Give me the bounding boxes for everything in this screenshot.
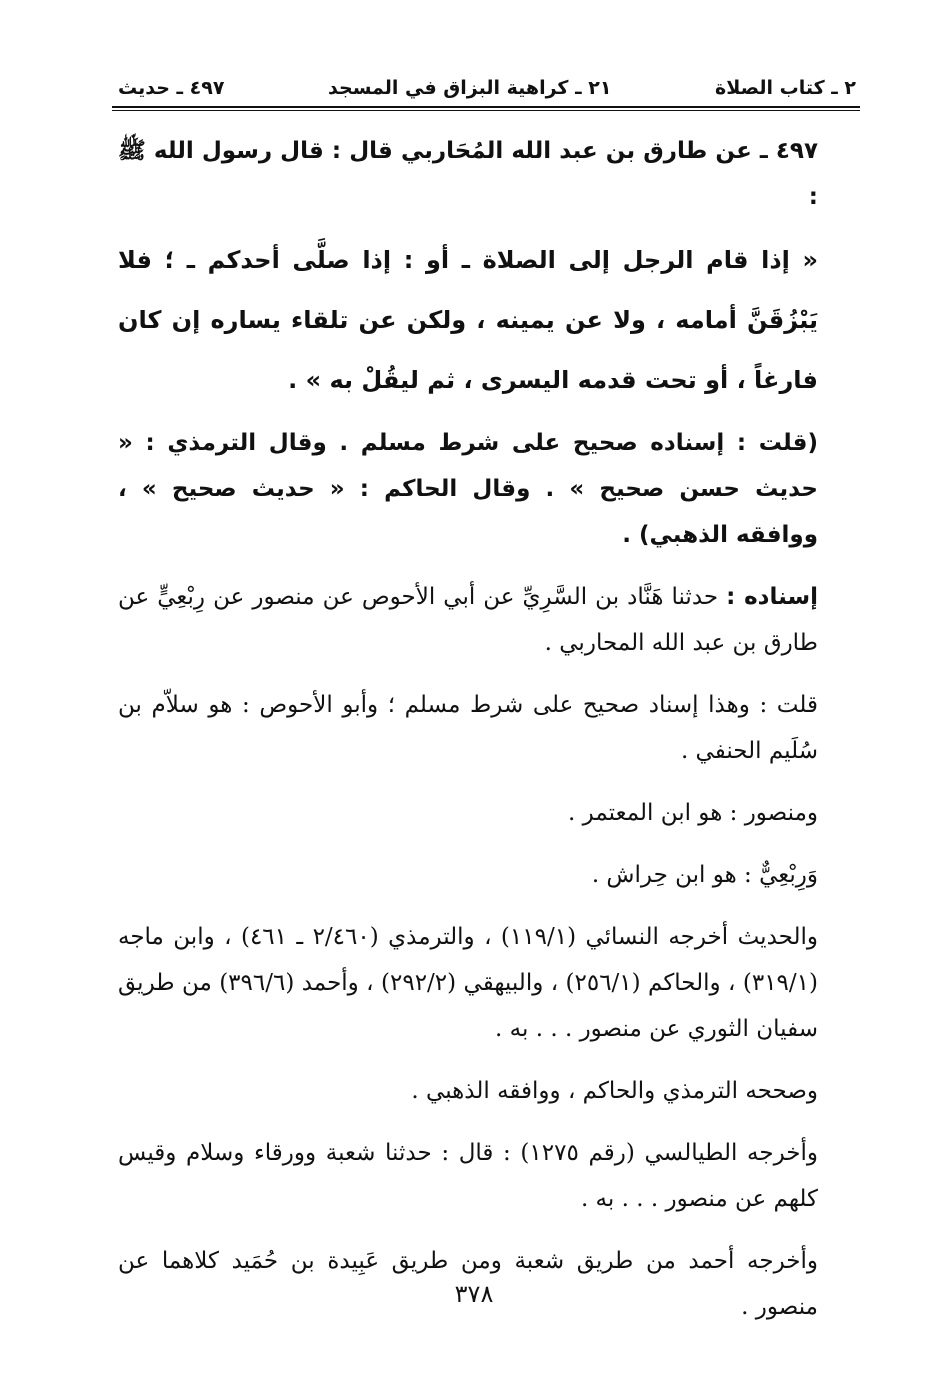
commentary-paragraph: وصححه الترمذي والحاكم ، ووافقه الذهبي . [411, 1078, 818, 1104]
header-chapter-title: ٢١ ـ كراهية البزاق في المسجد [328, 77, 612, 99]
commentary-paragraph: ومنصور : هو ابن المعتمر . [568, 800, 818, 826]
isnad-text: حدثنا هَنَّاد بن السَّرِيِّ عن أبي الأحوص عن منصور عن رِبْعِيٍّ عن طارق بن عبد الله المحاربي . [118, 584, 818, 656]
hadith-number: ٤٩٧ ـ [759, 138, 819, 164]
page-body [118, 128, 818, 1346]
page-number: ٣٧٨ [454, 1280, 494, 1308]
hadith-intro: عن طارق بن عبد الله المُحَاربي قال : قال رسول الله ﷺ : [118, 138, 818, 210]
running-header [118, 72, 856, 104]
isnad-label: إسناده : [726, 584, 819, 610]
commentary-paragraph: وأخرجه الطيالسي (رقم ١٢٧٥) : قال : حدثنا شعبة وورقاء وسلام وقيس كلهم عن منصور . . . به . [118, 1140, 819, 1212]
commentary-paragraph: والحديث أخرجه النسائي (١١٩/١) ، والترمذي (٢/٤٦٠ ـ ٤٦١) ، وابن ماجه (٣١٩/١) ، والحاكم (٢٥٦/١) ، والبيهقي (٢٩٢/٢) ، وأحمد (٣٩٦/٦) من طريق سفيان الثوري عن منصور . . . به . [118, 924, 818, 1042]
isnad-paragraph [118, 574, 818, 666]
header-hadith-reference: ٤٩٧ ـ حديث [118, 77, 225, 99]
header-rule [112, 106, 860, 111]
hadith-text: « إذا قام الرجل إلى الصلاة ـ أو : إذا صلَّى أحدكم ـ ؛ فلا يَبْزُقَنَّ أمامه ، ولا عن يمينه ، ولكن عن تلقاء يساره إن كان فارغاً ، أو تحت قدمه اليسرى ، ثم ليقُلْ به » . [118, 246, 818, 394]
hadith-grading: (قلت : إسناده صحيح على شرط مسلم . وقال الترمذي : « حديث حسن صحيح » . وقال الحاكم : « حديث صحيح » ، ووافقه الذهبي) . [118, 430, 818, 548]
commentary-paragraph: وأخرجه أحمد من طريق شعبة ومن طريق عَبِيدة بن حُمَيد كلاهما عن منصور . [118, 1248, 818, 1320]
commentary-paragraph: وَرِبْعِيٌّ : هو ابن حِراش . [591, 862, 818, 888]
commentary-paragraph: قلت : وهذا إسناد صحيح على شرط مسلم ؛ وأبو الأحوص : هو سلاّم بن سُلَيم الحنفي . [118, 692, 818, 764]
header-book-title: ٢ ـ كتاب الصلاة [715, 77, 856, 99]
hadith-title [118, 128, 818, 220]
